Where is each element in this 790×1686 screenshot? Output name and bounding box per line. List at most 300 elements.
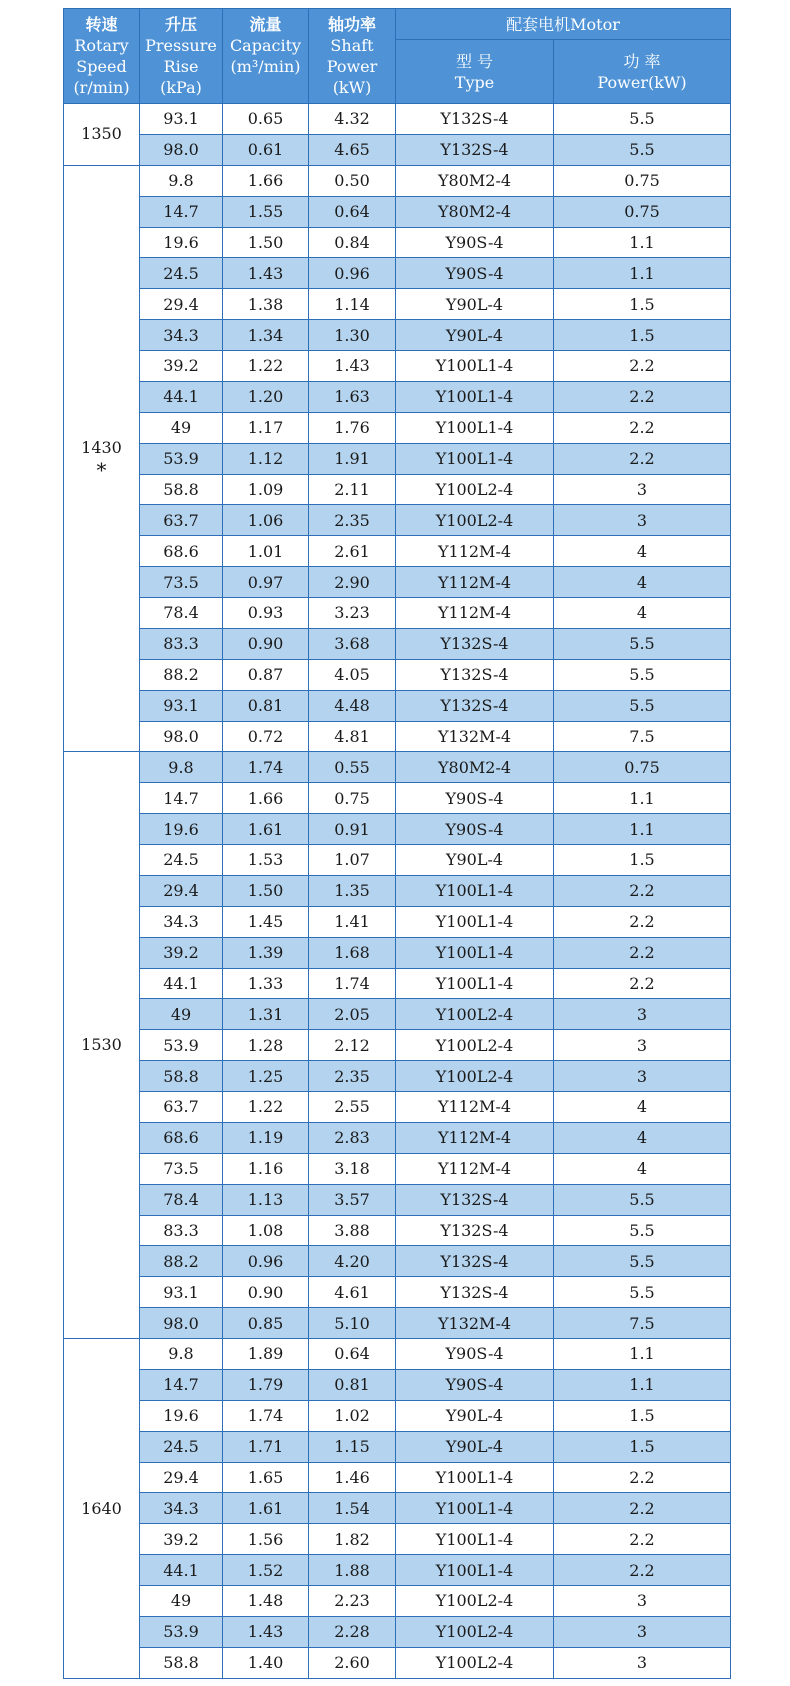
- motor-power-cell: 5.5: [554, 1215, 731, 1246]
- shaft-power-cell: 0.55: [309, 752, 396, 783]
- table-row: [64, 814, 731, 845]
- motor-type-cell: Y100L2-4: [396, 1586, 554, 1617]
- motor-type-cell: Y100L1-4: [396, 1555, 554, 1586]
- shaft-power-cell: 3.57: [309, 1184, 396, 1215]
- table-row: [64, 845, 731, 876]
- motor-type-cell: Y100L1-4: [396, 1462, 554, 1493]
- table-row: [64, 351, 731, 382]
- capacity-cell: 1.08: [223, 1215, 309, 1246]
- header-motor-power: 功 率 Power(kW): [554, 40, 731, 104]
- pressure-cell: 53.9: [140, 1030, 223, 1061]
- motor-power-cell: 3: [554, 1030, 731, 1061]
- table-row: [64, 783, 731, 814]
- motor-type-cell: Y132M-4: [396, 1308, 554, 1339]
- motor-power-cell: 1.5: [554, 1400, 731, 1431]
- shaft-power-cell: 4.81: [309, 721, 396, 752]
- table-row: [64, 628, 731, 659]
- motor-type-cell: Y132S-4: [396, 659, 554, 690]
- motor-type-cell: Y90L-4: [396, 320, 554, 351]
- fan-performance-table: [63, 8, 731, 1679]
- motor-power-cell: 2.2: [554, 1524, 731, 1555]
- table-row: [64, 752, 731, 783]
- pressure-cell: 93.1: [140, 690, 223, 721]
- motor-power-cell: 4: [554, 567, 731, 598]
- shaft-power-cell: 1.14: [309, 289, 396, 320]
- pressure-cell: 78.4: [140, 598, 223, 629]
- table-row: [64, 1524, 731, 1555]
- shaft-power-cell: 4.05: [309, 659, 396, 690]
- motor-type-cell: Y132S-4: [396, 1277, 554, 1308]
- shaft-power-cell: 0.96: [309, 258, 396, 289]
- motor-type-cell: Y100L1-4: [396, 351, 554, 382]
- capacity-cell: 0.90: [223, 628, 309, 659]
- motor-power-cell: 7.5: [554, 1308, 731, 1339]
- table-row: [64, 1339, 731, 1370]
- motor-power-cell: 0.75: [554, 196, 731, 227]
- motor-power-cell: 2.2: [554, 1555, 731, 1586]
- motor-type-cell: Y100L2-4: [396, 474, 554, 505]
- header-motor-type: 型 号 Type: [396, 40, 554, 104]
- shaft-power-cell: 3.23: [309, 598, 396, 629]
- motor-power-cell: 1.5: [554, 1431, 731, 1462]
- motor-power-cell: 3: [554, 474, 731, 505]
- table-row: [64, 721, 731, 752]
- pressure-cell: 53.9: [140, 443, 223, 474]
- pressure-cell: 14.7: [140, 1369, 223, 1400]
- pressure-cell: 49: [140, 1586, 223, 1617]
- shaft-power-cell: 1.76: [309, 412, 396, 443]
- table-row: [64, 1308, 731, 1339]
- table-row: [64, 1400, 731, 1431]
- speed-cell: [64, 104, 140, 166]
- motor-type-cell: Y90L-4: [396, 1400, 554, 1431]
- motor-power-cell: 1.1: [554, 814, 731, 845]
- pressure-cell: 34.3: [140, 320, 223, 351]
- pressure-cell: 19.6: [140, 227, 223, 258]
- table-row: [64, 1647, 731, 1678]
- motor-power-cell: 2.2: [554, 1462, 731, 1493]
- capacity-cell: 1.74: [223, 752, 309, 783]
- motor-type-cell: Y132S-4: [396, 104, 554, 135]
- capacity-cell: 1.20: [223, 381, 309, 412]
- speed-value: 1640: [81, 1498, 122, 1518]
- pressure-cell: 39.2: [140, 1524, 223, 1555]
- shaft-power-cell: 3.88: [309, 1215, 396, 1246]
- capacity-cell: 1.34: [223, 320, 309, 351]
- motor-type-cell: Y90S-4: [396, 1339, 554, 1370]
- motor-power-cell: 3: [554, 1616, 731, 1647]
- motor-type-cell: Y100L2-4: [396, 505, 554, 536]
- shaft-power-cell: 0.81: [309, 1369, 396, 1400]
- capacity-cell: 1.66: [223, 165, 309, 196]
- shaft-power-cell: 4.61: [309, 1277, 396, 1308]
- shaft-power-cell: 1.02: [309, 1400, 396, 1431]
- pressure-cell: 24.5: [140, 1431, 223, 1462]
- motor-power-cell: 2.2: [554, 443, 731, 474]
- shaft-power-cell: 2.35: [309, 505, 396, 536]
- motor-type-cell: Y90L-4: [396, 1431, 554, 1462]
- capacity-cell: 0.87: [223, 659, 309, 690]
- shaft-power-cell: 5.10: [309, 1308, 396, 1339]
- motor-type-cell: Y100L2-4: [396, 1061, 554, 1092]
- motor-power-cell: 3: [554, 999, 731, 1030]
- motor-power-cell: 1.1: [554, 227, 731, 258]
- capacity-cell: 1.65: [223, 1462, 309, 1493]
- pressure-cell: 19.6: [140, 814, 223, 845]
- speed-cell: [64, 1339, 140, 1679]
- speed-cell: [64, 165, 140, 752]
- table-row: [64, 906, 731, 937]
- capacity-cell: 1.52: [223, 1555, 309, 1586]
- table-row: [64, 1369, 731, 1400]
- shaft-power-cell: 1.91: [309, 443, 396, 474]
- table-row: [64, 443, 731, 474]
- table-row: [64, 1153, 731, 1184]
- table-row: [64, 937, 731, 968]
- capacity-cell: 1.13: [223, 1184, 309, 1215]
- table-row: [64, 1061, 731, 1092]
- shaft-power-cell: 2.90: [309, 567, 396, 598]
- shaft-power-cell: 0.75: [309, 783, 396, 814]
- shaft-power-cell: 1.54: [309, 1493, 396, 1524]
- table-row: [64, 999, 731, 1030]
- shaft-power-cell: 2.28: [309, 1616, 396, 1647]
- shaft-power-cell: 4.20: [309, 1246, 396, 1277]
- capacity-cell: 1.79: [223, 1369, 309, 1400]
- capacity-cell: 1.22: [223, 351, 309, 382]
- capacity-cell: 0.65: [223, 104, 309, 135]
- table-row: [64, 1215, 731, 1246]
- table-row: [64, 690, 731, 721]
- capacity-cell: 1.12: [223, 443, 309, 474]
- motor-power-cell: 5.5: [554, 104, 731, 135]
- pressure-cell: 34.3: [140, 906, 223, 937]
- motor-power-cell: 1.5: [554, 320, 731, 351]
- table-row: [64, 536, 731, 567]
- motor-type-cell: Y100L1-4: [396, 443, 554, 474]
- shaft-power-cell: 2.61: [309, 536, 396, 567]
- shaft-power-cell: 0.50: [309, 165, 396, 196]
- motor-type-cell: Y90S-4: [396, 1369, 554, 1400]
- shaft-power-cell: 1.74: [309, 968, 396, 999]
- motor-type-cell: Y112M-4: [396, 567, 554, 598]
- motor-power-cell: 2.2: [554, 351, 731, 382]
- pressure-cell: 24.5: [140, 258, 223, 289]
- header-pressure: 升压 Pressure Rise (kPa): [140, 9, 223, 104]
- pressure-cell: 39.2: [140, 937, 223, 968]
- shaft-power-cell: 0.91: [309, 814, 396, 845]
- capacity-cell: 1.74: [223, 1400, 309, 1431]
- capacity-cell: 0.96: [223, 1246, 309, 1277]
- capacity-cell: 1.89: [223, 1339, 309, 1370]
- motor-type-cell: Y100L2-4: [396, 1616, 554, 1647]
- motor-type-cell: Y80M2-4: [396, 752, 554, 783]
- pressure-cell: 39.2: [140, 351, 223, 382]
- shaft-power-cell: 2.11: [309, 474, 396, 505]
- table-row: [64, 1616, 731, 1647]
- table-row: [64, 505, 731, 536]
- pressure-cell: 58.8: [140, 1647, 223, 1678]
- motor-power-cell: 2.2: [554, 412, 731, 443]
- shaft-power-cell: 2.23: [309, 1586, 396, 1617]
- pressure-cell: 73.5: [140, 1153, 223, 1184]
- table-row: [64, 196, 731, 227]
- pressure-cell: 14.7: [140, 196, 223, 227]
- capacity-cell: 1.43: [223, 258, 309, 289]
- motor-power-cell: 3: [554, 1586, 731, 1617]
- motor-type-cell: Y100L1-4: [396, 937, 554, 968]
- pressure-cell: 19.6: [140, 1400, 223, 1431]
- pressure-cell: 29.4: [140, 1462, 223, 1493]
- motor-type-cell: Y100L1-4: [396, 1493, 554, 1524]
- shaft-power-cell: 2.05: [309, 999, 396, 1030]
- shaft-power-cell: 1.35: [309, 875, 396, 906]
- shaft-power-cell: 2.35: [309, 1061, 396, 1092]
- table-row: [64, 289, 731, 320]
- motor-power-cell: 2.2: [554, 1493, 731, 1524]
- motor-power-cell: 5.5: [554, 690, 731, 721]
- shaft-power-cell: 1.63: [309, 381, 396, 412]
- shaft-power-cell: 0.64: [309, 196, 396, 227]
- pressure-cell: 68.6: [140, 536, 223, 567]
- motor-power-cell: 2.2: [554, 906, 731, 937]
- motor-type-cell: Y100L1-4: [396, 412, 554, 443]
- table-row: [64, 968, 731, 999]
- shaft-power-cell: 1.82: [309, 1524, 396, 1555]
- capacity-cell: 1.66: [223, 783, 309, 814]
- speed-value: 1350: [81, 124, 122, 144]
- motor-power-cell: 4: [554, 1153, 731, 1184]
- motor-type-cell: Y112M-4: [396, 1092, 554, 1123]
- capacity-cell: 0.93: [223, 598, 309, 629]
- speed-note-marker: *: [96, 457, 107, 482]
- shaft-power-cell: 2.83: [309, 1122, 396, 1153]
- motor-type-cell: Y100L2-4: [396, 999, 554, 1030]
- capacity-cell: 1.16: [223, 1153, 309, 1184]
- motor-type-cell: Y90S-4: [396, 258, 554, 289]
- capacity-cell: 1.01: [223, 536, 309, 567]
- motor-power-cell: 2.2: [554, 875, 731, 906]
- table-row: [64, 659, 731, 690]
- motor-type-cell: Y112M-4: [396, 1122, 554, 1153]
- shaft-power-cell: 2.60: [309, 1647, 396, 1678]
- table-row: [64, 134, 731, 165]
- table-row: [64, 165, 731, 196]
- shaft-power-cell: 1.88: [309, 1555, 396, 1586]
- motor-power-cell: 2.2: [554, 937, 731, 968]
- table-body: [64, 104, 731, 1679]
- shaft-power-cell: 1.46: [309, 1462, 396, 1493]
- capacity-cell: 0.61: [223, 134, 309, 165]
- capacity-cell: 1.45: [223, 906, 309, 937]
- motor-power-cell: 1.1: [554, 1369, 731, 1400]
- motor-type-cell: Y80M2-4: [396, 165, 554, 196]
- capacity-cell: 1.50: [223, 875, 309, 906]
- motor-type-cell: Y80M2-4: [396, 196, 554, 227]
- capacity-cell: 1.43: [223, 1616, 309, 1647]
- motor-type-cell: Y90S-4: [396, 783, 554, 814]
- header-capacity: 流量 Capacity (m³/min): [223, 9, 309, 104]
- shaft-power-cell: 2.55: [309, 1092, 396, 1123]
- motor-power-cell: 1.1: [554, 1339, 731, 1370]
- pressure-cell: 93.1: [140, 1277, 223, 1308]
- motor-power-cell: 4: [554, 598, 731, 629]
- motor-type-cell: Y132S-4: [396, 1215, 554, 1246]
- pressure-cell: 49: [140, 999, 223, 1030]
- table-row: [64, 412, 731, 443]
- capacity-cell: 1.48: [223, 1586, 309, 1617]
- shaft-power-cell: 3.18: [309, 1153, 396, 1184]
- motor-type-cell: Y100L1-4: [396, 1524, 554, 1555]
- motor-type-cell: Y90L-4: [396, 289, 554, 320]
- table-row: [64, 1184, 731, 1215]
- pressure-cell: 68.6: [140, 1122, 223, 1153]
- table-row: [64, 227, 731, 258]
- motor-power-cell: 5.5: [554, 1277, 731, 1308]
- shaft-power-cell: 1.68: [309, 937, 396, 968]
- motor-type-cell: Y132S-4: [396, 134, 554, 165]
- shaft-power-cell: 1.07: [309, 845, 396, 876]
- pressure-cell: 58.8: [140, 1061, 223, 1092]
- capacity-cell: 0.72: [223, 721, 309, 752]
- table-row: [64, 567, 731, 598]
- motor-power-cell: 1.1: [554, 783, 731, 814]
- capacity-cell: 1.17: [223, 412, 309, 443]
- table-header: [64, 9, 731, 104]
- shaft-power-cell: 4.32: [309, 104, 396, 135]
- motor-type-cell: Y112M-4: [396, 536, 554, 567]
- motor-type-cell: Y90S-4: [396, 227, 554, 258]
- pressure-cell: 88.2: [140, 1246, 223, 1277]
- table-row: [64, 381, 731, 412]
- capacity-cell: 1.61: [223, 1493, 309, 1524]
- motor-power-cell: 4: [554, 1122, 731, 1153]
- performance-table-container: [63, 8, 730, 1679]
- motor-power-cell: 7.5: [554, 721, 731, 752]
- capacity-cell: 0.85: [223, 1308, 309, 1339]
- shaft-power-cell: 0.84: [309, 227, 396, 258]
- motor-type-cell: Y100L1-4: [396, 381, 554, 412]
- table-row: [64, 1493, 731, 1524]
- motor-type-cell: Y112M-4: [396, 1153, 554, 1184]
- shaft-power-cell: 1.41: [309, 906, 396, 937]
- capacity-cell: 1.28: [223, 1030, 309, 1061]
- pressure-cell: 29.4: [140, 875, 223, 906]
- motor-type-cell: Y132S-4: [396, 1184, 554, 1215]
- motor-power-cell: 3: [554, 505, 731, 536]
- shaft-power-cell: 1.43: [309, 351, 396, 382]
- motor-type-cell: Y132M-4: [396, 721, 554, 752]
- shaft-power-cell: 4.48: [309, 690, 396, 721]
- table-row: [64, 1122, 731, 1153]
- header-shaft-power: 轴功率 Shaft Power (kW): [309, 9, 396, 104]
- table-row: [64, 875, 731, 906]
- header-speed: 转速 Rotary Speed (r/min): [64, 9, 140, 104]
- table-row: [64, 1092, 731, 1123]
- table-row: [64, 1431, 731, 1462]
- table-row: [64, 104, 731, 135]
- pressure-cell: 78.4: [140, 1184, 223, 1215]
- pressure-cell: 29.4: [140, 289, 223, 320]
- speed-cell: [64, 752, 140, 1339]
- pressure-cell: 63.7: [140, 1092, 223, 1123]
- pressure-cell: 98.0: [140, 1308, 223, 1339]
- motor-type-cell: Y132S-4: [396, 690, 554, 721]
- capacity-cell: 1.40: [223, 1647, 309, 1678]
- header-motor: 配套电机Motor: [396, 9, 731, 40]
- motor-power-cell: 1.5: [554, 289, 731, 320]
- capacity-cell: 1.31: [223, 999, 309, 1030]
- shaft-power-cell: 0.64: [309, 1339, 396, 1370]
- pressure-cell: 9.8: [140, 165, 223, 196]
- capacity-cell: 0.97: [223, 567, 309, 598]
- pressure-cell: 44.1: [140, 1555, 223, 1586]
- capacity-cell: 1.38: [223, 289, 309, 320]
- motor-power-cell: 2.2: [554, 968, 731, 999]
- motor-type-cell: Y90S-4: [396, 814, 554, 845]
- motor-type-cell: Y112M-4: [396, 598, 554, 629]
- capacity-cell: 0.81: [223, 690, 309, 721]
- capacity-cell: 0.90: [223, 1277, 309, 1308]
- motor-power-cell: 3: [554, 1061, 731, 1092]
- pressure-cell: 9.8: [140, 752, 223, 783]
- motor-type-cell: Y100L1-4: [396, 875, 554, 906]
- capacity-cell: 1.19: [223, 1122, 309, 1153]
- motor-type-cell: Y100L2-4: [396, 1030, 554, 1061]
- pressure-cell: 93.1: [140, 104, 223, 135]
- motor-power-cell: 1.1: [554, 258, 731, 289]
- table-row: [64, 1277, 731, 1308]
- speed-value: 1530: [81, 1035, 122, 1055]
- shaft-power-cell: 1.30: [309, 320, 396, 351]
- motor-power-cell: 1.5: [554, 845, 731, 876]
- capacity-cell: 1.55: [223, 196, 309, 227]
- capacity-cell: 1.09: [223, 474, 309, 505]
- motor-power-cell: 5.5: [554, 628, 731, 659]
- capacity-cell: 1.61: [223, 814, 309, 845]
- pressure-cell: 53.9: [140, 1616, 223, 1647]
- motor-power-cell: 0.75: [554, 752, 731, 783]
- capacity-cell: 1.50: [223, 227, 309, 258]
- pressure-cell: 49: [140, 412, 223, 443]
- capacity-cell: 1.25: [223, 1061, 309, 1092]
- motor-power-cell: 0.75: [554, 165, 731, 196]
- table-row: [64, 320, 731, 351]
- table-row: [64, 258, 731, 289]
- pressure-cell: 98.0: [140, 134, 223, 165]
- motor-power-cell: 5.5: [554, 134, 731, 165]
- shaft-power-cell: 1.15: [309, 1431, 396, 1462]
- shaft-power-cell: 2.12: [309, 1030, 396, 1061]
- table-row: [64, 1462, 731, 1493]
- table-row: [64, 474, 731, 505]
- pressure-cell: 73.5: [140, 567, 223, 598]
- speed-value: 1430: [81, 437, 122, 457]
- pressure-cell: 63.7: [140, 505, 223, 536]
- motor-power-cell: 5.5: [554, 659, 731, 690]
- motor-power-cell: 3: [554, 1647, 731, 1678]
- pressure-cell: 34.3: [140, 1493, 223, 1524]
- capacity-cell: 1.53: [223, 845, 309, 876]
- motor-power-cell: 4: [554, 536, 731, 567]
- shaft-power-cell: 4.65: [309, 134, 396, 165]
- pressure-cell: 44.1: [140, 381, 223, 412]
- capacity-cell: 1.22: [223, 1092, 309, 1123]
- capacity-cell: 1.06: [223, 505, 309, 536]
- motor-type-cell: Y100L2-4: [396, 1647, 554, 1678]
- motor-type-cell: Y90L-4: [396, 845, 554, 876]
- table-row: [64, 1030, 731, 1061]
